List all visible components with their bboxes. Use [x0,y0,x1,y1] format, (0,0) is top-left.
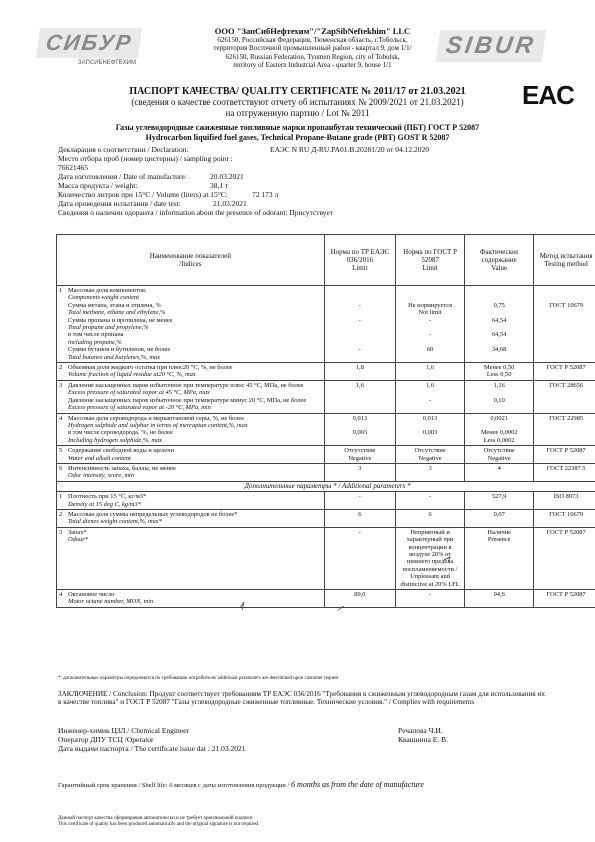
value-tr [327,331,393,346]
cell-method [534,492,595,510]
engineer-name: Речапова Ч.И. [398,726,443,735]
value-tr [327,397,393,412]
value-tr [327,287,393,302]
value-val: 64,54 [491,316,507,324]
cell-name [57,286,325,363]
test-report-reference: (сведения о качестве соответствуют отчету об испытаниях № 2009/2021 от 21.03.2021) [131,97,464,107]
lot-number: на отгруженную партию / Lot № 2011 [225,108,370,118]
value-gost: 0,013 [422,414,438,422]
cell-gost [396,446,465,464]
product-subject [60,123,535,142]
indicator-name-en: Total propane and propylene,% [68,324,149,332]
value-val: 1,16 [493,381,505,389]
indicator-name-en: Total methane, ethane and ethylene,% [68,309,166,317]
row-number: 2 [59,364,63,372]
indicator-name-en: Water and alkali content [68,454,131,462]
value-val: 0,75 [493,301,505,309]
declaration-label: Декларация о соответствии / Declaration: [58,145,189,154]
table-row [57,363,595,381]
indicator-name-ru: Массовая доля суммы непредельных углеводородов не более* [68,510,238,518]
value-tr: - [358,346,361,354]
indicator-name-ru: Сумма пропана и пропилена, не менее [68,316,173,324]
row-number: 1 [59,287,63,294]
value-method: ГОСТ 22387.5 [546,464,586,472]
cell-gost [396,463,465,481]
cell-val [465,380,534,413]
value-method: ISO 8973 [553,493,579,501]
odorant-label: Сведения о наличии одоранта / information about the presence of odorant: [58,208,288,217]
header-norm-tr-text: Норма по ТР ЕАЭС 036/2016 Limit [330,248,390,272]
value-method: ГОСТ 22985 [549,414,584,422]
value-tr: - [358,493,361,501]
value-val: 34,68 [491,346,507,354]
footnote: *: дополнительные параметры определяются по требованию потребителя/ additional parameters are determined upon customer request [58,676,339,681]
indicator-name-en: Motor octane number, MON, min [68,598,154,606]
value-val: 4 [497,464,501,472]
value-method [536,331,595,346]
shelf-life-ru: Гарантийный срок хранения / Shelf life: 6 месяцев с даты изготовления продукции / [58,782,290,789]
value-method: ГОСТ Р 52087 [546,447,586,455]
indicator-name-en: including propane,% [68,338,122,346]
cell-val [465,446,534,464]
cell-tr [324,446,395,464]
cell-tr [324,509,395,527]
cell-method [534,413,595,446]
value-val: Менее 0,50 Less 0,50 [484,364,515,379]
table-row [57,492,595,510]
value-tr: - [358,301,361,309]
cell-tr [324,413,395,446]
table-row [57,380,595,413]
ink-stroke [338,606,344,610]
value-val [467,287,531,302]
indicator-name [59,364,322,379]
sibur-logo-right [438,30,544,62]
company-line: 626150, Российская Федерация, Тюменская область, г.Тобольск, [217,35,408,44]
company-name: ООО "ЗапСибНефтехим"/"ZapSibNeftekhim" LLC [214,26,411,36]
cell-tr [324,463,395,481]
value-method: ГОСТ Р 52087 [546,591,586,599]
row-number: 4 [59,591,63,599]
indicator-name-ru: Массовая доля сероводорода и меркаптановой серы, %, не более [68,414,245,422]
row-number: 1 [59,493,63,501]
indicator-name-ru: Сумма бутанов и бутиленов, не более [68,346,171,354]
header-method [534,235,595,286]
manufacture-label: Дата изготовления / Date of manufacture: [58,172,187,181]
row-number: 6 [59,464,63,472]
indicator-name-en: Volume fraction of liquid residue at20 °С, %, max [68,371,196,379]
cell-tr [324,363,395,381]
sampling-label: Место отбора проб (номер цистерны) / sampling point : [58,154,233,163]
value-gost [398,287,462,302]
indicator-name-ru: Давление насыщенных паров избыточное при температуре минус 20 °С, МПа, не более [68,396,307,404]
indicator-name-ru: Сумма метана, этана и этилена, % [68,301,161,309]
header-actual [465,235,534,286]
value-gost: - [429,331,432,339]
row-number: 4 [59,414,63,422]
value-gost: Отсутствие Negative [414,447,446,462]
indicator-name-en: Total dienes weight content,%, max* [68,518,162,526]
operator-name: Квашнина Е. В. [398,735,449,744]
shelf-life-en: 6 months as from the date of manufacture [290,780,424,789]
automatic-note-en: This certificate of quality has been produced automatically and the original signature is not required. [58,822,260,827]
header-indices [57,235,325,286]
value-method [536,346,595,361]
certificate-number: ПАСПОРТ КАЧЕСТВА/ QUALITY CERTIFICATE № 2011/17 от 21.03.2021 [129,86,466,97]
sibur-logo-left [38,28,188,66]
indicator-name [59,346,322,361]
value-tr: 89,0 [354,591,366,599]
company-address [195,27,430,70]
indicator-name-ru: Содержание свободной воды и щелочи [68,447,174,455]
issue-date-value: 21.03.2021 [211,744,246,753]
cell-val [465,413,534,446]
indicator-name-ru: Давление насыщенных паров избыточное при температуре плюс 45 °С, МПа, не более [68,381,304,389]
value-val: Отсутствие Negative [483,447,515,462]
value-method: ГОСТ Р 52087 [546,528,586,536]
cell-tr [324,380,395,413]
handwritten-marks [230,550,490,620]
conclusion-text: Продукт соответствует требованиям ТР ЕАЭС 036/2016 "Требования к сжиженным углеводородным газам для использования их в качестве топлива" и ГОСТ Р 52087 "Газы углеводородные сжиженные топливные. Технические условия." / Complies with requirements [58,690,545,707]
eac-mark: EAC [522,80,574,110]
header-norm-tr [324,235,395,286]
cell-method [534,363,595,381]
indicator-name-ru: Плотность при 15 °С, кг/м3* [68,493,147,501]
cell-method [534,527,595,589]
indicator-name [59,429,322,444]
cell-val [465,363,534,381]
value-gost: - [429,396,432,404]
header-method-text: Метод испытания Testing method [539,252,593,268]
header-norm-gost-text: Норма по ГОСТ Р 52087 Limit [403,248,457,272]
row-number: 2 [59,510,63,518]
cell-val [465,286,534,363]
ink-stroke [240,602,244,610]
value-tr: 1,6 [355,381,364,389]
value-method [536,429,595,444]
indicator-name-ru: Запах* [68,528,87,536]
indicator-name-en: Excess pressure of saturated vapor at 45 °С, MPa, max [68,389,210,397]
additional-section-row [57,481,595,491]
weight-label: Масса продукта / weight: [58,181,138,190]
indicator-name-en: Hydrogen sulphide and sulphur in terms of mercaptan content,%, max [68,421,248,429]
value-tr: 0,003 [352,429,368,437]
operator-label: Оператор ДПУ ТСЦ /Operator [58,735,154,744]
logo-right-wordmark: SIBUR [436,30,546,62]
indicator-name-en: Components weight content [68,294,139,302]
odorant-value: Присутствует [289,208,334,217]
indicator-name-ru: в том числе пропана [68,331,124,339]
cell-gost [396,363,465,381]
indicator-name [59,382,322,397]
indicator-name [59,302,322,317]
value-tr: Отсутствие Negative [344,447,376,462]
cell-val [465,509,534,527]
indicator-name-en: Including hydrogen sulphide,%, max [68,436,163,444]
value-tr: 1,8 [355,364,364,372]
indicator-name [59,317,322,332]
automatic-note-ru: Данный паспорт качества сформирован автоматически и не требует оригинальной подписи [58,816,253,821]
engineer-label: Инженер-химик ЦЗЛ / Chemical Engineer [58,726,189,735]
indicator-name-en: Odor intensity, score, min [68,472,134,480]
value-val: 0,07 [493,510,505,518]
indicator-name-en: Odour* [68,536,88,544]
table-row [57,286,595,363]
cell-method [534,446,595,464]
info-block [58,145,548,217]
indicator-name [59,465,322,480]
value-gost: - [429,316,432,324]
value-tr: 6 [358,510,362,518]
cell-method [534,380,595,413]
value-gost: Не нормируется Not limit [408,301,453,317]
cell-gost [396,413,465,446]
logo-left-wordmark: СИБУР [36,28,143,58]
volume-label: Количество литров при 15°С / Volume (liters) at 15°C: [58,190,228,199]
cell-gost [396,286,465,363]
conclusion [58,690,548,707]
cell-name [57,509,325,527]
manufacture-value: 20.03.2021 [210,172,244,181]
certificate-title [60,86,535,119]
cell-method [534,590,595,608]
header-indices-text: Наименование показателей /Indices [149,252,231,268]
cell-tr [324,492,395,510]
row-number: 3 [59,528,63,536]
indicator-name-en: Excess pressure of saturated vapor at -20 °С, MPa, min [68,404,211,412]
test-date-label: Дата проведения испытания / date test: [58,199,181,208]
value-tr: 0,013 [352,414,368,422]
product-name-ru: Газы углеводородные сжиженные топливные марки пропанбутан технический (ПБТ) ГОСТ Р 52087 [115,123,480,132]
value-val: 64,54 [491,331,507,339]
additional-section-title: Дополнительные параметры * / Additional parameters * [57,481,595,491]
company-line: территория Восточной промышленный район - квартал 9, дом 1/1/ [213,44,412,52]
row-number: 3 [59,381,63,389]
indicator-name-ru: в том числе сероводорода, %, не более [68,429,173,437]
weight-value: 38,1 т [210,181,229,190]
value-gost: - [429,591,432,599]
cell-name [57,363,325,381]
issue-date-label: Дата выдачи паспорта / The certificate issue dat : [58,744,210,753]
value-val: Менее 0,0002 Less 0,0002 [480,429,518,444]
table-header-row [57,235,595,286]
indicator-name [59,415,322,430]
volume-value: 72 173 л [252,190,279,199]
indicator-name-ru: Интенсивность запаха, баллы, не менее [68,464,176,472]
cell-gost [396,380,465,413]
value-method [536,397,595,412]
value-tr: - [358,316,361,324]
shelf-life [58,780,548,789]
cell-tr [324,286,395,363]
value-method: ГОСТ 10679 [549,510,584,518]
value-method: ГОСТ 28656 [549,381,584,389]
indicator-name [59,287,322,302]
value-gost: - [429,493,432,501]
value-method: ГОСТ Р 52087 [546,364,586,372]
value-tr: 3 [358,464,362,472]
header-norm-gost [396,235,465,286]
indicator-name-en: Density at 15 deg C, kg/m3* [68,500,141,508]
cell-val [465,463,534,481]
indicator-name [59,529,322,544]
cell-gost [396,492,465,510]
test-date-value: 21.03.2021 [213,199,247,208]
table-row [57,446,595,464]
value-method: ГОСТ 10679 [549,301,584,309]
value-gost: 0,003 [422,429,438,437]
declaration-value: ЕАЭС N RU Д-RU.PA01.B.20281/20 от 04.12.2020 [270,145,430,154]
cell-gost [396,509,465,527]
value-val: 527,9 [491,493,507,501]
value-method [536,287,595,302]
table-row [57,463,595,481]
value-gost: 6 [428,510,432,518]
cell-method [534,463,595,481]
cell-method [534,286,595,363]
cell-name [57,380,325,413]
row-number: 5 [59,447,63,455]
header-actual-text: Фактическое содержание Value [479,248,519,272]
indicator-name [59,397,322,412]
value-gost: 1,6 [426,381,435,389]
value-val: 94,6 [493,591,505,599]
sampling-value: 76621465 [58,163,88,172]
indicator-name-en: Total butanes and butylenes,%, max [68,353,161,361]
product-name-en: Hydrocarbon liquified fuel gases, Technical Propane-Butane grade (PBT) GOST R 52087 [145,132,450,142]
ink-stroke [444,557,450,563]
cell-method [534,509,595,527]
company-line: 626150, Russian Federation, Tyumen Region, city of Tobolsk, [225,52,400,61]
value-gost: 60 [426,346,434,354]
cell-name [57,463,325,481]
indicator-name-ru: Массовая доля компонентов: [68,287,147,294]
signatures [58,726,548,753]
indicator-name [59,493,322,508]
value-val: Наличие Presence [487,528,511,544]
value-val: 0,0021 [490,414,508,422]
value-gost: 1,6 [426,364,435,372]
table-row [57,509,595,527]
indicator-name [59,331,322,346]
indicator-name [59,447,322,462]
company-line: territory of Eastern Industrial Area - quarter 9, house 1/1 [233,61,392,69]
value-gost: 3 [428,464,432,472]
conclusion-label: ЗАКЛЮЧЕНИЕ / Conclusion: [58,690,148,698]
indicator-name-ru: Октановое число [68,591,115,599]
indicator-name [59,511,322,526]
cell-name [57,492,325,510]
cell-name [57,413,325,446]
value-val: 0,10 [493,396,505,404]
table-row [57,413,595,446]
value-tr: - [358,528,361,536]
value-method [536,317,595,332]
cell-name [57,446,325,464]
indicator-name-ru: Объемная доля жидкого остатка при плюс20 °С, %, не более [68,364,233,372]
automatic-note [58,816,548,828]
logo-left-subtitle: ЗАПСИБНЕФТЕХИМ [78,60,136,66]
value-gost: Неприятный и характерный при концентрации в воздухе 20% от нижнего предела воспламеняемости / Unpleasant and distinctive at 20% LFL [400,528,460,588]
cell-val [465,492,534,510]
